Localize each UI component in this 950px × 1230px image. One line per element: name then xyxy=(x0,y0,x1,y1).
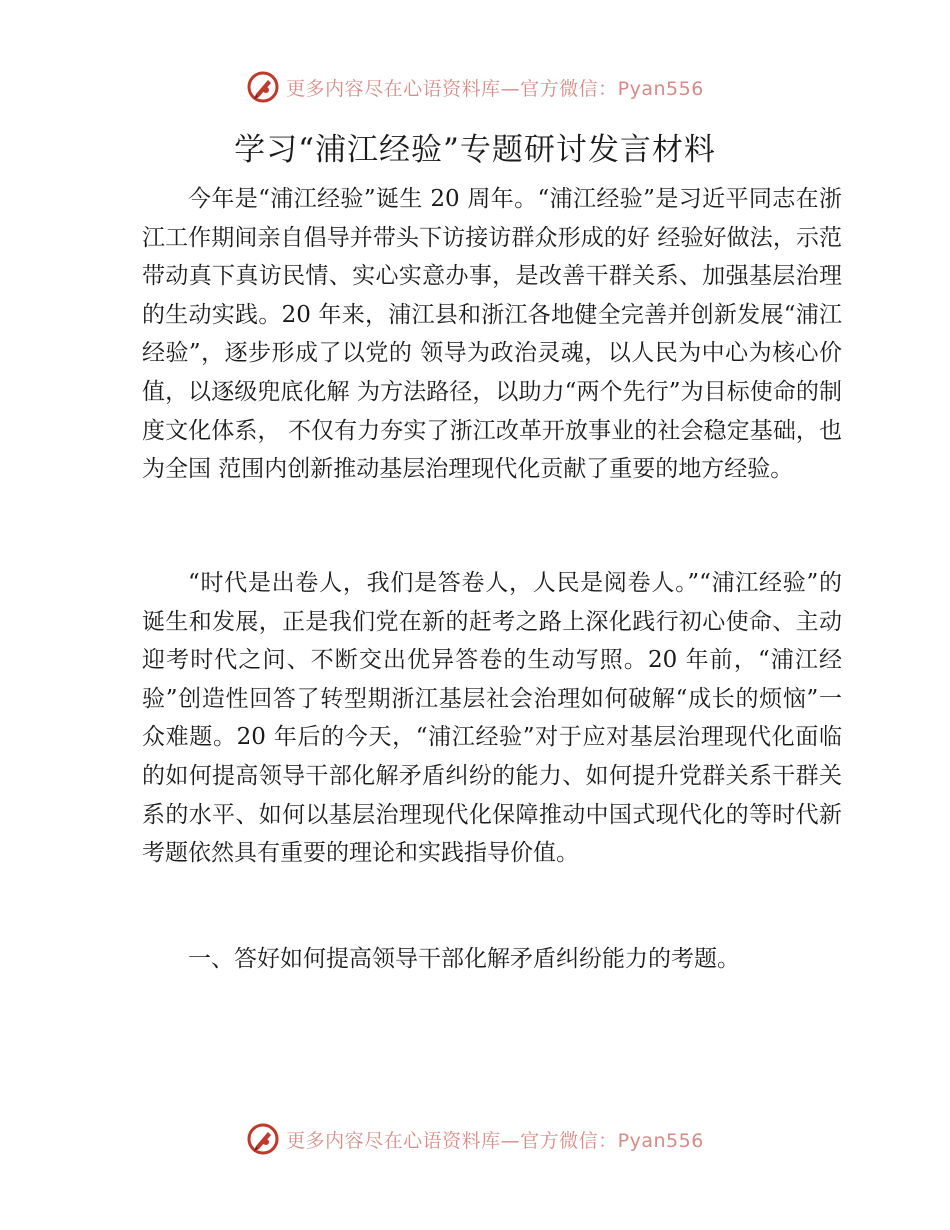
watermark-text: 更多内容尽在心语资料库—官方微信：Pyan556 xyxy=(286,1129,704,1152)
section-heading-1: 一、答好如何提高领导干部化解矛盾纠纷能力的考题。 xyxy=(188,946,740,972)
paragraph-1: 今年是“浦江经验”诞生 20 周年。“浦江经验”是习近平同志在浙江工作期间亲自倡导并带头下访接访群众形成的好 经验好做法，示范带动真下真访民情、实心实意办事，是改善干群关系、加强基层治理的生动实践。20 年来，浦江县和浙江各地健全完善并创新发展“浦江经验”，逐步形成了以党的 领导为政治灵魂，以人民为中心为核心价值，以逐级兜底化解 为方法路径，以助力“两个先行”为目标使命的制度文化体系， 不仅有力夯实了浙江改革开放事业的社会稳定基础，也为全国 范围内创新推动基层治理现代化贡献了重要的地方经验。 xyxy=(142,186,842,483)
pen-logo-icon xyxy=(246,70,280,104)
watermark-footer xyxy=(0,1122,950,1156)
document-title: 学习“浦江经验”专题研讨发言材料 xyxy=(234,132,716,168)
paragraph-2: “时代是出卷人，我们是答卷人，人民是阅卷人。”“浦江经验”的诞生和发展，正是我们党在新的赶考之路上深化践行初心使命、主动迎考时代之问、不断交出优异答卷的生动写照。20 年前，“浦江经验”创造性回答了转型期浙江基层社会治理如何破解“成长的烦恼”一众难题。20 年后的今天，“浦江经验”对于应对基层治理现代化面临的如何提高领导干部化解矛盾纠纷的能力、如何提升党群关系干群关系的水平、如何以基层治理现代化保障推动中国式现代化的等时代新考题依然具有重要的理论和实践指导价值。 xyxy=(142,570,842,867)
watermark-header xyxy=(0,70,950,104)
watermark-text: 更多内容尽在心语资料库—官方微信：Pyan556 xyxy=(286,77,704,100)
pen-logo-icon xyxy=(246,1122,280,1156)
